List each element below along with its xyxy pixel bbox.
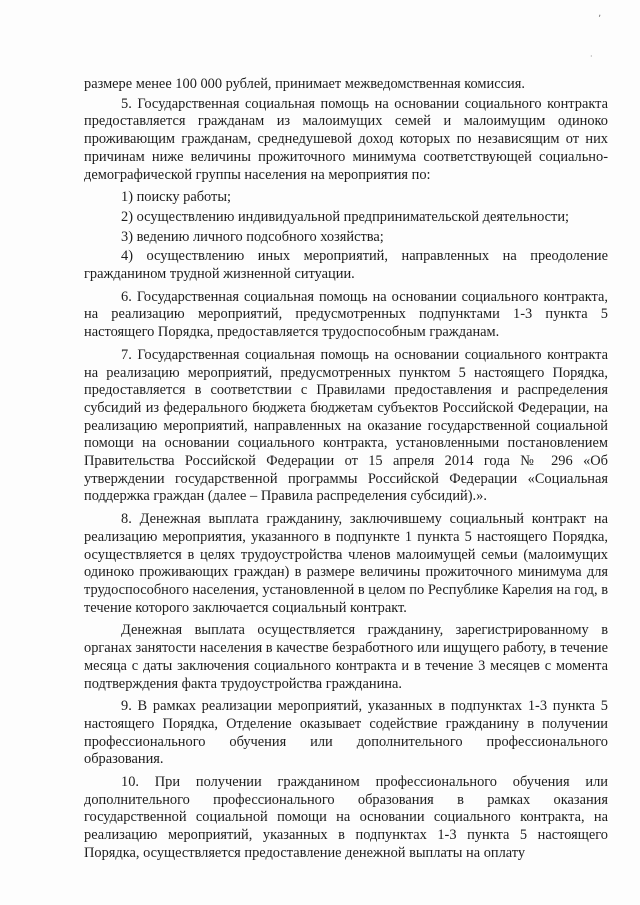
list-item: 4) осуществлению иных мероприятий, направленных на преодоление гражданином трудной жизненной ситуации. <box>84 248 608 283</box>
paragraph: 10. При получении гражданином профессионального обучения или дополнительного профессионального образования в рамках оказания государственной социальной помощи на основании социального контракта, на реализацию мероприятий, указанных в подпунктах 1-3 пункта 5 настоящего Порядка, осуществляется предоставление денежной выплаты на оплату <box>84 774 608 861</box>
paragraph: размере менее 100 000 рублей, принимает межведомственная комиссия. <box>84 76 525 92</box>
list-item: 3) ведению личного подсобного хозяйства; <box>121 228 384 245</box>
paragraph: 5. Государственная социальная помощь на основании социального контракта предоставляется гражданам из малоимущих семей и малоимущим одиноко проживающим гражданам, среднедушевой доход которых по независящим от них причинам ниже величины прожиточного минимума соответствующей социально-демографической группы населения на мероприятия по: <box>84 95 608 183</box>
paragraph: 7. Государственная социальная помощь на основании социального контракта на реализацию мероприятий, предусмотренных пунктом 5 настоящего Порядка, предоставляется в соответствии с Правилами предоставления и распределения субсидий из федерального бюджета бюджетам субъектов Российской Федерации, на реализацию мероприятий, направленных на оказание государственной социальной помощи на основании социального контракта, установленными постановлением Правительства Российской Федерации от 15 апреля 2014 года № 296 «Об утверждении государственной программы Российской Федерации «Социальная поддержка граждан (далее – Правила распределения субсидий).». <box>84 346 608 505</box>
scan-mark: · <box>590 52 593 61</box>
paragraph: 9. В рамках реализации мероприятий, указанных в подпунктах 1-3 пункта 5 настоящего Порядка, Отделение оказывает содействие гражданину в получении профессионального обучения или дополнительного профессионального образования. <box>84 698 608 768</box>
document-body <box>84 76 608 868</box>
scan-mark: ʼ <box>598 14 602 25</box>
paragraph: Денежная выплата осуществляется гражданину, зарегистрированному в органах занятости населения в качестве безработного или ищущего работу, в течение месяца с даты заключения социального контракта и в течение 3 месяцев с момента подтверждения факта трудоустройства гражданина. <box>84 622 608 692</box>
list-item: 2) осуществлению индивидуальной предпринимательской деятельности; <box>121 208 570 225</box>
paragraph: 8. Денежная выплата гражданину, заключившему социальный контракт на реализацию мероприятия, указанного в подпункте 1 пункта 5 настоящего Порядка, осуществляется в целях трудоустройства членов малоимущей семьи (малоимущих одиноко проживающих граждан) в размере величины прожиточного минимума для трудоспособного населения, установленной в целом по Республике Карелия на год, в течение которого заключается социальный контракт. <box>84 511 608 616</box>
paragraph: 6. Государственная социальная помощь на основании социального контракта, на реализацию мероприятий, предусмотренных подпунктами 1-3 пункта 5 настоящего Порядка, предоставляется трудоспособным гражданам. <box>84 288 608 341</box>
list-item: 1) поиску работы; <box>121 189 232 206</box>
